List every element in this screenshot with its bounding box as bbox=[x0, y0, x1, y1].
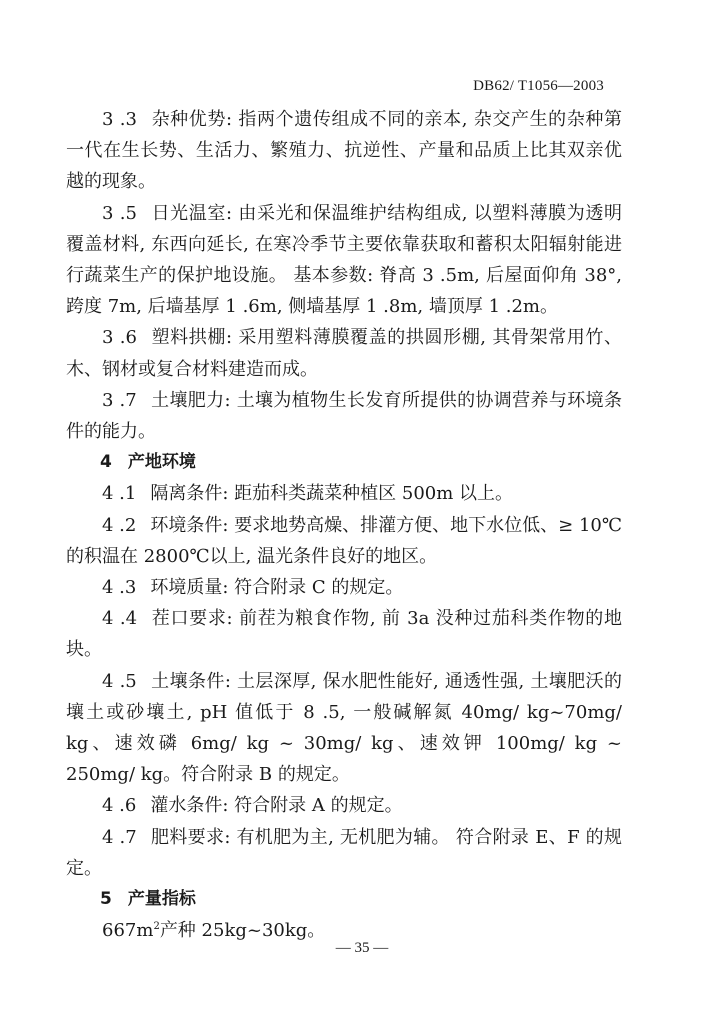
clause-text: 塑料拱棚: 采用塑料薄膜覆盖的拱圆形棚, 其骨架常用竹、木、钢材或复合材料建造而成。 bbox=[66, 327, 622, 380]
standard-code: DB62/ T1056—2003 bbox=[473, 78, 604, 94]
clause-number: 4 .2 bbox=[102, 514, 137, 536]
clause-4-5 bbox=[66, 666, 622, 791]
clause-4-6 bbox=[66, 790, 622, 821]
section-title: 产地环境 bbox=[127, 452, 196, 473]
clause-number: 3 .6 bbox=[102, 327, 137, 349]
clause-3-7 bbox=[66, 385, 622, 447]
clause-number: 4 .3 bbox=[102, 577, 137, 599]
clause-number: 4 .6 bbox=[102, 795, 137, 817]
clause-4-4 bbox=[66, 603, 622, 665]
clause-4-3 bbox=[66, 572, 622, 603]
clause-4-7 bbox=[66, 822, 622, 884]
clause-text: 日光温室: 由采光和保温维护结构组成, 以塑料薄膜为透明覆盖材料, 东西向延长, 在寒冷季节主要依靠获取和蓄积太阳辐射能进行蔬菜生产的保护地设施。 基本参数: 脊高 3 .5m, 后屋面仰角 38°, 跨度 7m, 后墙基厚 1 .6m, 侧墙基厚 1 .8m, 墙顶厚 1 .2m。 bbox=[66, 202, 622, 318]
clause-number: 3 .3 bbox=[102, 109, 137, 130]
clause-3-5 bbox=[66, 198, 622, 323]
clause-text: 杂种优势: 指两个遗传组成不同的亲本, 杂交产生的杂种第一代在生长势、生活力、繁殖力、抗逆性、产量和品质上比其双亲优越的现象。 bbox=[66, 109, 622, 193]
document-body bbox=[66, 104, 622, 946]
clause-3-6 bbox=[66, 322, 622, 384]
yield-area: 667m bbox=[102, 920, 154, 942]
yield-amount: 产种 25kg~30kg。 bbox=[159, 920, 326, 942]
clause-number: 3 .7 bbox=[102, 389, 137, 411]
clause-number: 4 .4 bbox=[102, 608, 138, 630]
section-number: 5 bbox=[100, 889, 112, 910]
clause-text: 土壤肥力: 土壤为植物生长发育所提供的协调营养与环境条件的能力。 bbox=[66, 389, 622, 443]
clause-4-2 bbox=[66, 510, 622, 572]
clause-number: 4 .1 bbox=[102, 483, 137, 505]
clause-3-3 bbox=[66, 104, 622, 198]
section-title: 产量指标 bbox=[127, 889, 196, 910]
clause-text: 肥料要求: 有机肥为主, 无机肥为辅。 符合附录 E、F 的规定。 bbox=[66, 826, 622, 879]
clause-number: 3 .5 bbox=[102, 202, 137, 224]
yield-area-exponent: 2 bbox=[153, 921, 160, 933]
clause-text: 隔离条件: 距茄科类蔬菜种植区 500m 以上。 bbox=[150, 483, 514, 505]
clause-text: 茬口要求: 前茬为粮食作物, 前 3a 没种过茄科类作物的地块。 bbox=[66, 608, 622, 661]
clause-text: 环境条件: 要求地势高燥、排灌方便、地下水位低、≥ 10℃的积温在 2800℃以上, 温光条件良好的地区。 bbox=[66, 514, 622, 567]
clause-text: 环境质量: 符合附录 C 的规定。 bbox=[150, 577, 404, 599]
clause-number: 4 .5 bbox=[102, 670, 137, 692]
clause-number: 4 .7 bbox=[102, 826, 137, 848]
section-heading-4 bbox=[66, 447, 622, 478]
clause-4-1 bbox=[66, 478, 622, 509]
clause-text: 土壤条件: 土层深厚, 保水肥性能好, 通透性强, 土壤肥沃的壤土或砂壤土, pH 值低于 8 .5, 一般碱解氮 40mg/ kg~70mg/ kg、速效磷 6mg/ kg ~ 30mg/ kg、速效钾 100mg/ kg ~ 250mg/ kg。符合附录 B 的规定。 bbox=[66, 670, 622, 786]
section-heading-5 bbox=[66, 884, 622, 915]
page-number: — 35 — bbox=[335, 940, 389, 956]
section-number: 4 bbox=[100, 452, 112, 473]
clause-text: 灌水条件: 符合附录 A 的规定。 bbox=[150, 795, 403, 817]
